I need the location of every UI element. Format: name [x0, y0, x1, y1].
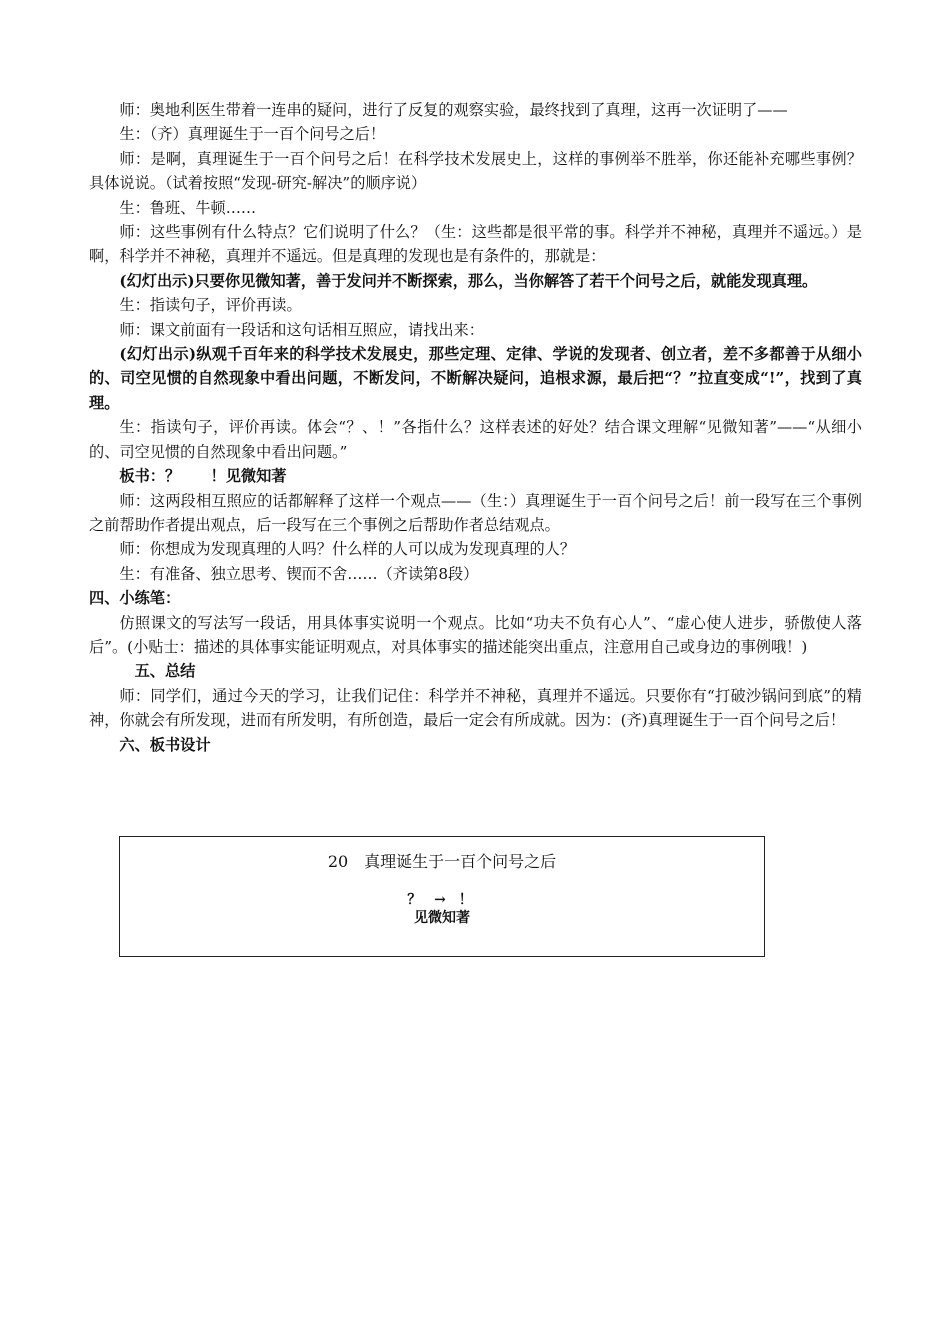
paragraph-student-answer: 生：有准备、独立思考、锲而不舍……（齐读第8段）: [119, 564, 479, 583]
paragraph-teacher-more-examples: 师：是啊，真理诞生于一百个问号之后！在科学技术发展史上，这样的事例举不胜举，你还能补充哪些事例？具体说说。（试着按照“发现-研究-解决”的顺序说）: [89, 149, 862, 193]
slide-quote-2: (幻灯出示)纵观千百年来的科学技术发展史，那些定理、定律、学说的发现者、创立者，差不多都善于从细小的、司空见惯的自然现象中看出问题，不断发问，不断解决疑问，追根求源，最后把“？”拉直变成“!”，找到了真理。: [89, 345, 862, 412]
slide-quote-1: (幻灯出示)只要你见微知著，善于发问并不断探索，那么，当你解答了若干个问号之后，就能发现真理。: [119, 271, 818, 290]
board-note: 板书：？ ！见微知著: [119, 467, 287, 486]
blackboard-design-box: [119, 836, 765, 957]
paragraph-teacher-find: 师：课文前面有一段话和这句话相互照应，请找出来：: [119, 320, 484, 339]
section-4-heading: 四、小练笔：: [89, 589, 181, 608]
paragraph-student-understand: 生：指读句子，评价再读。体会“？、！”各指什么？这样表述的好处？结合课文理解“见微知著”——“从细小的、司空见惯的自然现象中看出问题。”: [89, 418, 862, 461]
paragraph-teacher-viewpoint: 师：这两段相互照应的话都解释了这样一个观点——（生：）真理诞生于一百个问号之后！前一段写在三个事例之前帮助作者提出观点，后一段写在三个事例之后帮助作者总结观点。: [89, 491, 862, 534]
paragraph-student-read: 生：指读句子，评价再读。: [119, 296, 302, 315]
board-symbols: ？ → ！: [407, 892, 477, 908]
section-5-text: 师：同学们，通过今天的学习，让我们记住：科学并不神秘，真理并不遥远。只要你有“打破沙锅问到底”的精神，你就会有所发现，进而有所发明，有所创造，最后一定会有所成就。因为：(齐)真理诞生于一百个问号之后！: [89, 686, 862, 730]
document-body: [89, 98, 862, 757]
paragraph-teacher-characteristics: 师：这些事例有什么特点？它们说明了什么？（生：这些都是很平常的事。科学并不神秘，真理并不遥远。）是啊，科学并不神秘，真理并不遥远。但是真理的发现也是有条件的，那就是：: [89, 223, 862, 266]
section-6-heading: 六、板书设计: [119, 735, 211, 754]
board-idiom: 见微知著: [414, 910, 470, 926]
board-title: 20 真理诞生于一百个问号之后: [327, 852, 557, 871]
paragraph-student-examples: 生：鲁班、牛顿……: [119, 198, 257, 217]
section-4-text: 仿照课文的写法写一段话，用具体事实说明一个观点。比如“功夫不负有心人”、“虚心使人进步，骄傲使人落后”。(小贴士：描述的具体事实能证明观点，对具体事实的描述能突出重点，注意用自己或身边的事例哦！): [89, 613, 862, 656]
paragraph-students-chorus: 生：（齐）真理诞生于一百个问号之后！: [119, 125, 386, 144]
section-5-heading: 五、总结: [134, 662, 196, 681]
paragraph-teacher-question: 师：你想成为发现真理的人吗？什么样的人可以成为发现真理的人？: [119, 540, 576, 559]
paragraph-teacher-austrian-doctor: 师：奥地利医生带着一连串的疑问，进行了反复的观察实验，最终找到了真理，这再一次证明了——: [119, 101, 788, 119]
